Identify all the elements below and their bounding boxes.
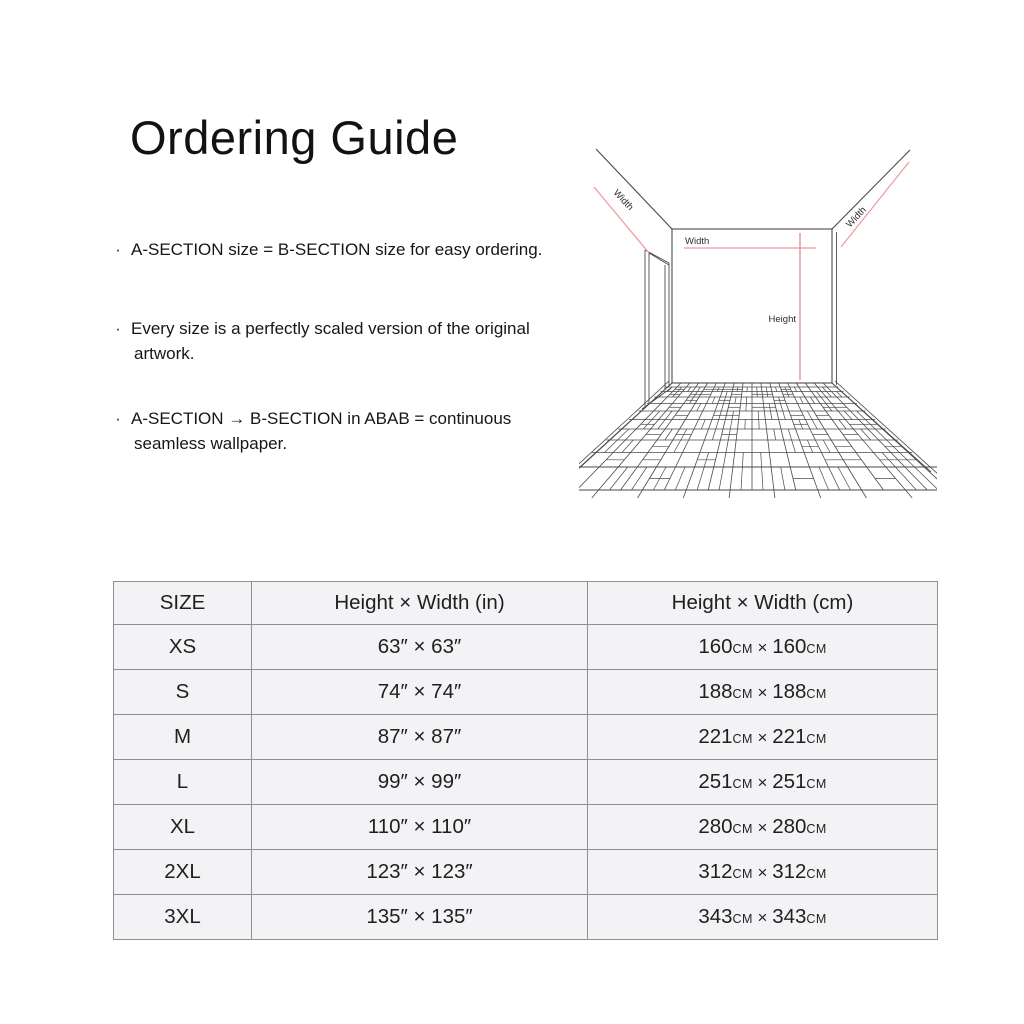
size-cell: 3XL (114, 895, 252, 940)
table-row (114, 670, 938, 715)
cm-cell: 160CM × 160CM (588, 625, 938, 670)
width-label-right-wall: Width (844, 204, 869, 231)
inches-cell: 74″ × 74″ (252, 670, 588, 715)
height-label: Height (768, 314, 796, 325)
table-row (114, 760, 938, 805)
table-header-row (114, 582, 938, 625)
bullet-item (114, 316, 530, 366)
col-header-cm: Height × Width (cm) (588, 582, 938, 625)
table-row (114, 625, 938, 670)
size-cell: M (114, 715, 252, 760)
size-cell: S (114, 670, 252, 715)
table-row (114, 715, 938, 760)
size-cell: L (114, 760, 252, 805)
bullet-text: A-SECTION size = B-SECTION size for easy ordering. (131, 240, 543, 259)
cm-cell: 251CM × 251CM (588, 760, 938, 805)
inches-cell: 87″ × 87″ (252, 715, 588, 760)
bullet-marker: · (115, 240, 121, 259)
bullet-marker: · (115, 409, 121, 428)
inches-cell: 63″ × 63″ (252, 625, 588, 670)
size-cell: XL (114, 805, 252, 850)
bullet-text: A-SECTION → B-SECTION in ABAB = continuous seamless wallpaper. (131, 409, 512, 453)
bullet-marker: · (115, 319, 121, 338)
size-cell: XS (114, 625, 252, 670)
table-row (114, 850, 938, 895)
table-row (114, 895, 938, 940)
room-measurement-illustration (579, 145, 937, 507)
room-diagram-svg (579, 145, 937, 507)
cm-cell: 221CM × 221CM (588, 715, 938, 760)
cm-cell: 188CM × 188CM (588, 670, 938, 715)
tiled-floor (579, 383, 937, 498)
bullet-text: Every size is a perfectly scaled version of the original artwork. (131, 319, 530, 363)
col-header-inches: Height × Width (in) (252, 582, 588, 625)
cm-cell: 312CM × 312CM (588, 850, 938, 895)
page-title: Ordering Guide (130, 111, 459, 164)
size-cell: 2XL (114, 850, 252, 895)
size-table-body (114, 625, 938, 940)
inches-cell: 135″ × 135″ (252, 895, 588, 940)
width-label-back-wall: Width (685, 236, 710, 247)
col-header-size: SIZE (114, 582, 252, 625)
door-outline (642, 250, 671, 409)
cm-cell: 280CM × 280CM (588, 805, 938, 850)
bullet-item (114, 406, 511, 456)
inches-cell: 110″ × 110″ (252, 805, 588, 850)
bullet-item (114, 237, 542, 262)
width-label-left-wall: Width (610, 187, 636, 213)
cm-cell: 343CM × 343CM (588, 895, 938, 940)
table-row (114, 805, 938, 850)
inches-cell: 123″ × 123″ (252, 850, 588, 895)
inches-cell: 99″ × 99″ (252, 760, 588, 805)
size-table (113, 581, 938, 940)
